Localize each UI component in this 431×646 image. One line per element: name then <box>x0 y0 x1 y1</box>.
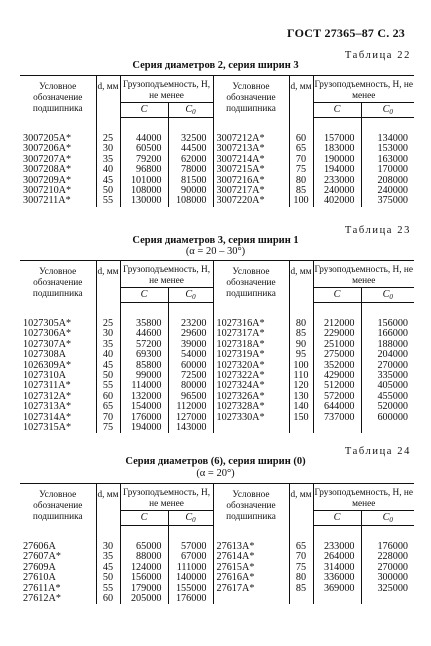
cell-c0: 143000 <box>168 423 213 433</box>
cell-c: 512000 <box>313 381 361 391</box>
cell-c0: 520000 <box>361 402 414 412</box>
cell-c: 190000 <box>313 155 361 165</box>
cell-designation: 1027305А* <box>23 318 72 330</box>
cell-d: 60 <box>96 594 120 604</box>
cell-c: 130000 <box>120 196 168 206</box>
header-c0-letter: C <box>185 103 193 115</box>
cell-designation: 27615А* <box>213 563 289 573</box>
cell-designation: 1027312А* <box>23 390 72 402</box>
cell-c0: 153000 <box>361 144 414 154</box>
cell-d: 55 <box>96 196 120 206</box>
table-23-number: Таблица 23 <box>344 225 411 236</box>
cell-designation: 3007210А* <box>23 185 72 197</box>
cell-d: 90 <box>289 340 313 350</box>
cell-c0: 96500 <box>168 392 213 402</box>
cell-c: 99000 <box>120 371 168 381</box>
header-designation: Условное обозначение подшипника <box>20 261 96 303</box>
cell-c0: 240000 <box>361 186 414 196</box>
header-capacity: Грузоподъемность, Н, не менее <box>120 76 213 103</box>
cell-designation: 1027326А* <box>213 392 289 402</box>
cell-designation: 3007212А* <box>213 134 289 144</box>
cell-d: 85 <box>289 186 313 196</box>
cell-designation: 3007208А* <box>23 164 72 176</box>
cell-designation: 1027319А* <box>213 350 289 360</box>
cell-designation <box>213 594 289 604</box>
header-c0-subscript: 0 <box>389 107 393 116</box>
cell-c: 183000 <box>313 144 361 154</box>
cell-c: 572000 <box>313 392 361 402</box>
cell-d: 130 <box>289 392 313 402</box>
header-c: C <box>120 288 168 303</box>
cell-d: 25 <box>96 319 120 329</box>
cell-designation: 3007207А* <box>23 153 72 165</box>
cell-d: 80 <box>289 319 313 329</box>
cell-d: 35 <box>96 340 120 350</box>
cell-c0: 140000 <box>168 573 213 583</box>
cell-designation: 3007205А* <box>23 133 72 145</box>
cell-d: 35 <box>96 552 120 562</box>
header-c0-letter: C <box>185 288 193 300</box>
cell-c: 233000 <box>313 542 361 552</box>
cell-designation: 1027310А <box>23 370 67 382</box>
cell-c: 194000 <box>313 165 361 175</box>
cell-c0: 228000 <box>361 552 414 562</box>
cell-c0: 29600 <box>168 329 213 339</box>
cell-d <box>289 423 313 433</box>
header-d: d, мм <box>289 76 313 118</box>
cell-d: 70 <box>96 413 120 423</box>
cell-c: 644000 <box>313 402 361 412</box>
cell-d: 45 <box>96 176 120 186</box>
cell-c0: 270000 <box>361 361 414 371</box>
cell-d: 65 <box>289 542 313 552</box>
header-c: C <box>313 511 361 526</box>
cell-d: 60 <box>96 392 120 402</box>
cell-c0: 81500 <box>168 176 213 186</box>
cell-d: 30 <box>96 144 120 154</box>
cell-d: 55 <box>96 381 120 391</box>
cell-c0: 60000 <box>168 361 213 371</box>
cell-c: 44000 <box>120 134 168 144</box>
cell-c: 124000 <box>120 563 168 573</box>
header-designation: Условное обозначение подшипника <box>20 484 96 526</box>
cell-c: 35800 <box>120 319 168 329</box>
cell-c0: 80000 <box>168 381 213 391</box>
cell-designation: 1027330А* <box>213 413 289 423</box>
table-row <box>20 350 414 360</box>
header-designation: Условное обозначение подшипника <box>213 76 289 118</box>
header-d: d, мм <box>289 261 313 303</box>
cell-designation: 27616А* <box>213 573 289 583</box>
cell-designation: 1027313А* <box>23 401 72 413</box>
cell-d: 65 <box>96 402 120 412</box>
cell-d: 75 <box>96 423 120 433</box>
header-c: C <box>313 288 361 303</box>
header-capacity: Грузоподъемность, Н, не менее <box>313 484 414 511</box>
cell-c0: 54000 <box>168 350 213 360</box>
cell-c: 114000 <box>120 381 168 391</box>
cell-d: 50 <box>96 371 120 381</box>
cell-d: 65 <box>289 144 313 154</box>
cell-designation: 1027306А* <box>23 328 72 340</box>
cell-c: 229000 <box>313 329 361 339</box>
table-row <box>20 413 414 423</box>
cell-d: 95 <box>289 350 313 360</box>
cell-c: 352000 <box>313 361 361 371</box>
cell-c0: 108000 <box>168 196 213 206</box>
cell-c0: 335000 <box>361 371 414 381</box>
cell-c0: 90000 <box>168 186 213 196</box>
cell-d: 75 <box>289 165 313 175</box>
header-designation: Условное обозначение подшипника <box>213 261 289 303</box>
header-c0-subscript: 0 <box>192 292 196 301</box>
cell-d: 40 <box>96 165 120 175</box>
cell-c: 194000 <box>120 423 168 433</box>
cell-c0: 204000 <box>361 350 414 360</box>
header-c0-letter: C <box>382 103 390 115</box>
cell-c: 402000 <box>313 196 361 206</box>
cell-d: 100 <box>289 361 313 371</box>
cell-c0: 208000 <box>361 176 414 186</box>
cell-designation: 3007215А* <box>213 165 289 175</box>
header-c0-subscript: 0 <box>389 292 393 301</box>
header-capacity: Грузоподъемность, Н, не менее <box>313 261 414 288</box>
cell-c: 251000 <box>313 340 361 350</box>
header-designation: Условное обозначение подшипника <box>213 484 289 526</box>
cell-c: 85800 <box>120 361 168 371</box>
cell-d: 60 <box>289 134 313 144</box>
cell-c: 737000 <box>313 413 361 423</box>
cell-c <box>313 594 361 604</box>
cell-d: 150 <box>289 413 313 423</box>
cell-c: 60500 <box>120 144 168 154</box>
cell-c0: 39000 <box>168 340 213 350</box>
header-designation: Условное обозначение подшипника <box>20 76 96 118</box>
cell-c: 96800 <box>120 165 168 175</box>
cell-c0: 163000 <box>361 155 414 165</box>
table-row <box>20 423 414 433</box>
table-22-title: Серия диаметров 2, серия ширин 3 <box>132 60 299 71</box>
cell-c: 157000 <box>313 134 361 144</box>
table-row <box>20 196 414 206</box>
header-c0 <box>168 511 213 526</box>
cell-c: 233000 <box>313 176 361 186</box>
table-24-title: Серия диаметров (6), серия ширин (0) <box>125 456 306 467</box>
cell-designation: 3007217А* <box>213 186 289 196</box>
table-22-number: Таблица 22 <box>344 50 411 61</box>
cell-c: 69300 <box>120 350 168 360</box>
cell-c0: 155000 <box>168 584 213 594</box>
cell-c0: 170000 <box>361 165 414 175</box>
cell-c0: 405000 <box>361 381 414 391</box>
cell-d: 80 <box>289 176 313 186</box>
cell-d: 80 <box>289 573 313 583</box>
cell-designation: 3007216А* <box>213 176 289 186</box>
cell-designation: 27613А* <box>213 542 289 552</box>
cell-c: 176000 <box>120 413 168 423</box>
cell-designation: 27610А <box>23 572 56 584</box>
cell-d: 70 <box>289 552 313 562</box>
cell-d: 40 <box>96 350 120 360</box>
cell-d: 70 <box>289 155 313 165</box>
table-24 <box>20 483 414 604</box>
cell-c: 369000 <box>313 584 361 594</box>
cell-designation: 1027324А* <box>213 381 289 391</box>
cell-c <box>313 423 361 433</box>
cell-d: 55 <box>96 584 120 594</box>
cell-designation: 27617А* <box>213 584 289 594</box>
cell-designation: 1027308А <box>23 349 67 361</box>
cell-designation: 27611А* <box>23 582 61 594</box>
cell-c0: 32500 <box>168 134 213 144</box>
cell-c0: 270000 <box>361 563 414 573</box>
cell-designation: 1027315А* <box>23 422 72 433</box>
header-c0 <box>361 511 414 526</box>
header-d: d, мм <box>96 484 120 526</box>
cell-d: 140 <box>289 402 313 412</box>
table-23 <box>20 260 414 433</box>
cell-c0: 455000 <box>361 392 414 402</box>
cell-c: 44600 <box>120 329 168 339</box>
cell-c0: 176000 <box>168 594 213 604</box>
cell-c: 275000 <box>313 350 361 360</box>
cell-d: 50 <box>96 186 120 196</box>
cell-c0: 23200 <box>168 319 213 329</box>
header-c0-letter: C <box>382 288 390 300</box>
cell-designation: 27614А* <box>213 552 289 562</box>
cell-d: 100 <box>289 196 313 206</box>
cell-designation: 3007211А* <box>23 195 71 207</box>
cell-c0: 300000 <box>361 573 414 583</box>
cell-c0: 166000 <box>361 329 414 339</box>
table-22 <box>20 75 414 207</box>
cell-c0: 127000 <box>168 413 213 423</box>
header-d: d, мм <box>289 484 313 526</box>
cell-d: 45 <box>96 361 120 371</box>
cell-c: 101000 <box>120 176 168 186</box>
header-c: C <box>120 103 168 118</box>
cell-designation: 1027328А* <box>213 402 289 412</box>
cell-c: 212000 <box>313 319 361 329</box>
cell-designation: 1026309А* <box>23 359 72 371</box>
header-d: d, мм <box>96 261 120 303</box>
cell-c: 336000 <box>313 573 361 583</box>
cell-d: 35 <box>96 155 120 165</box>
cell-d <box>289 594 313 604</box>
cell-c0: 44500 <box>168 144 213 154</box>
cell-c0: 62000 <box>168 155 213 165</box>
cell-c: 179000 <box>120 584 168 594</box>
cell-c: 88000 <box>120 552 168 562</box>
cell-c: 429000 <box>313 371 361 381</box>
header-c0 <box>168 288 213 303</box>
cell-designation: 1027317А* <box>213 329 289 339</box>
cell-designation: 1027322А* <box>213 371 289 381</box>
cell-d: 85 <box>289 584 313 594</box>
cell-c: 154000 <box>120 402 168 412</box>
cell-c0: 600000 <box>361 413 414 423</box>
cell-c: 65000 <box>120 542 168 552</box>
table-24-subtitle: (α = 20°) <box>196 468 235 479</box>
cell-d: 120 <box>289 381 313 391</box>
header-c0 <box>361 288 414 303</box>
cell-d: 45 <box>96 563 120 573</box>
cell-d: 85 <box>289 329 313 339</box>
header-c0-subscript: 0 <box>192 515 196 524</box>
cell-c: 132000 <box>120 392 168 402</box>
table-23-subtitle: (α = 20 – 30°) <box>185 246 246 257</box>
cell-c0: 57000 <box>168 542 213 552</box>
cell-d: 30 <box>96 329 120 339</box>
cell-d: 30 <box>96 542 120 552</box>
cell-designation: 1027314А* <box>23 411 72 423</box>
cell-c: 264000 <box>313 552 361 562</box>
cell-c0: 375000 <box>361 196 414 206</box>
cell-d: 110 <box>289 371 313 381</box>
table-row <box>20 402 414 412</box>
cell-designation: 3007220А* <box>213 196 289 206</box>
table-row <box>20 573 414 583</box>
cell-c: 240000 <box>313 186 361 196</box>
cell-c0: 156000 <box>361 319 414 329</box>
table-row <box>20 165 414 175</box>
cell-c0: 67000 <box>168 552 213 562</box>
cell-designation: 27612А* <box>23 593 61 605</box>
cell-designation: 27606А <box>23 541 56 553</box>
cell-designation: 27609А <box>23 561 56 573</box>
header-c: C <box>313 103 361 118</box>
cell-c: 79200 <box>120 155 168 165</box>
table-23-title: Серия диаметров 3, серия ширин 1 <box>132 235 299 246</box>
table-24-number: Таблица 24 <box>344 446 411 457</box>
header-capacity: Грузоподъемность, Н, не менее <box>313 76 414 103</box>
page-header: ГОСТ 27365–87 С. 23 <box>287 26 405 40</box>
cell-designation <box>213 423 289 433</box>
cell-designation: 1027307А* <box>23 338 72 350</box>
cell-c0: 188000 <box>361 340 414 350</box>
cell-designation: 1027318А* <box>213 340 289 350</box>
table-row <box>20 594 414 604</box>
cell-c: 57200 <box>120 340 168 350</box>
header-c0-letter: C <box>185 511 193 523</box>
table-row <box>20 584 414 594</box>
cell-c0: 176000 <box>361 542 414 552</box>
header-c0-letter: C <box>382 511 390 523</box>
cell-designation: 3007213А* <box>213 144 289 154</box>
cell-c0: 78000 <box>168 165 213 175</box>
cell-designation: 3007214А* <box>213 155 289 165</box>
cell-designation: 3007206А* <box>23 143 72 155</box>
cell-c: 205000 <box>120 594 168 604</box>
header-c0 <box>361 103 414 118</box>
cell-c0 <box>361 423 414 433</box>
cell-designation: 1027311А* <box>23 380 71 392</box>
cell-c: 314000 <box>313 563 361 573</box>
cell-designation: 1027320А* <box>213 361 289 371</box>
cell-c: 156000 <box>120 573 168 583</box>
header-c0-subscript: 0 <box>389 515 393 524</box>
header-capacity: Грузоподъемность, Н, не менее <box>120 261 213 288</box>
header-capacity: Грузоподъемность, Н, не менее <box>120 484 213 511</box>
cell-c0: 111000 <box>168 563 213 573</box>
header-c0 <box>168 103 213 118</box>
cell-c: 108000 <box>120 186 168 196</box>
cell-c0: 325000 <box>361 584 414 594</box>
header-c: C <box>120 511 168 526</box>
cell-d: 50 <box>96 573 120 583</box>
header-c0-subscript: 0 <box>192 107 196 116</box>
cell-designation: 3007209А* <box>23 174 72 186</box>
header-d: d, мм <box>96 76 120 118</box>
cell-c0 <box>361 594 414 604</box>
cell-c0: 134000 <box>361 134 414 144</box>
cell-d: 75 <box>289 563 313 573</box>
cell-c0: 112000 <box>168 402 213 412</box>
cell-c0: 72500 <box>168 371 213 381</box>
cell-designation: 27607А* <box>23 551 61 563</box>
cell-designation: 1027316А* <box>213 319 289 329</box>
cell-d: 25 <box>96 134 120 144</box>
